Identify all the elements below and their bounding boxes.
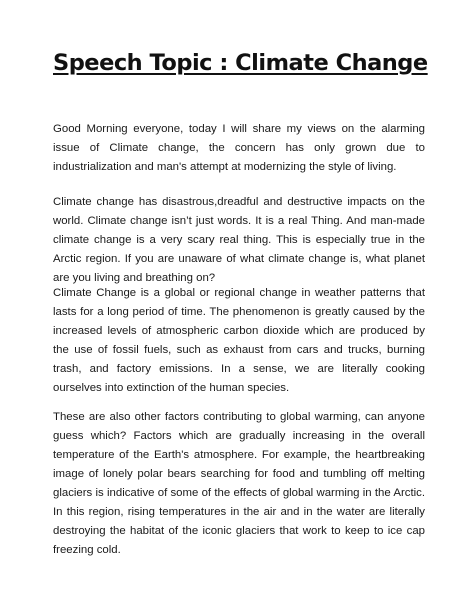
- paragraph-impacts: Climate change has disastrous,dreadful and destructive impacts on the world. Climate change isn’t just words. It is a real Thing. And man-made climate change is a very scary real thing. This is especially true in the Arctic region. If you are unaware of what climate change is, what planet are you living and breathing on?: [53, 196, 425, 284]
- paragraph-other-factors: These are also other factors contributing to global warming, can anyone guess which? Factors which are gradually increasing in the overall temperature of the Earth's atmosphere. For example, the heartbreaking image of lonely polar bears searching for food and tumbling off melting glaciers is indicative of some of the effects of global warming in the Arctic. In this region, rising temperatures in the air and in the water are literally destroying the habitat of the iconic glaciers that work to keep to ice cap freezing cold.: [53, 411, 425, 556]
- page-title: Speech Topic : Climate Change: [53, 50, 428, 76]
- paragraph-intro: Good Morning everyone, today I will share my views on the alarming issue of Climate change, the concern has only grown due to industrialization and man's attempt at modernizing the style of living.: [53, 123, 425, 173]
- paragraph-definition: Climate Change is a global or regional change in weather patterns that lasts for a long period of time. The phenomenon is greatly caused by the increased levels of atmospheric carbon dioxide which are produced by the use of fossil fuels, such as exhaust from cars and trucks, burning trash, and factory emissions. In a sense, we are literally cooking ourselves into extinction of the human species.: [53, 287, 425, 394]
